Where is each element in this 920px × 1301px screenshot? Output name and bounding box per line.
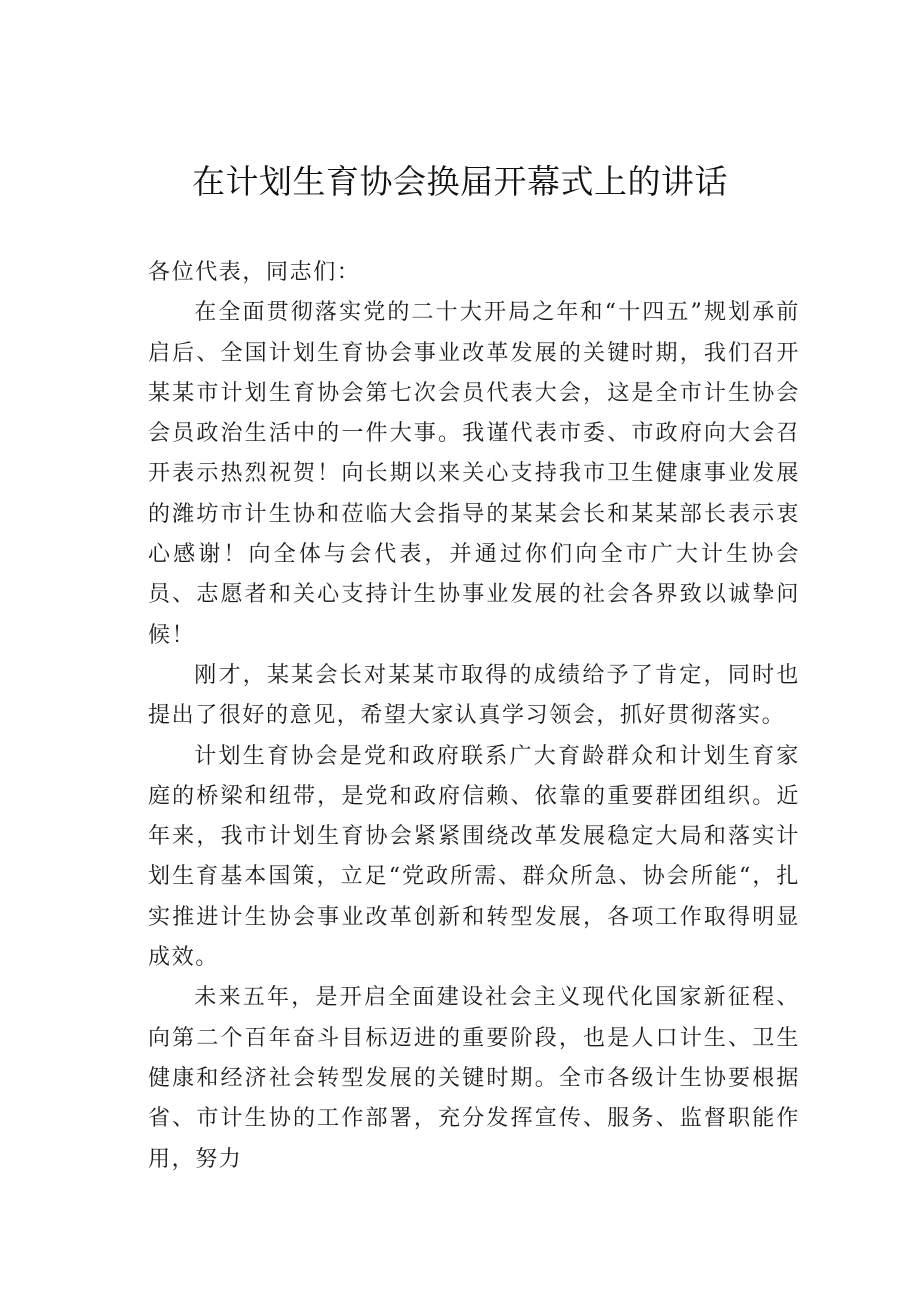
salutation: 各位代表，同志们： xyxy=(148,260,361,285)
document-title: 在计划生育协会换届开幕式上的讲话 xyxy=(192,162,728,201)
paragraph-4: 未来五年，是开启全面建设社会主义现代化国家新征程、向第二个百年奋斗目标迈进的重要阶段，也是人口计生、卫生健康和经济社会转型发展的关键时期。全市各级计生协要根据省、市计生协的工作部署，充分发挥宣传、服务、监督职能作用，努力 xyxy=(148,985,800,1172)
document-body xyxy=(148,253,800,1180)
paragraph-3: 计划生育协会是党和政府联系广大育龄群众和计划生育家庭的桥梁和纽带，是党和政府信赖、依靠的重要群团组织。近年来，我市计划生育协会紧紧围绕改革发展稳定大局和落实计划生育基本国策，立足“党政所需、群众所急、协会所能“，扎实推进计生协会事业改革创新和转型发展，各项工作取得明显成效。 xyxy=(148,743,800,971)
paragraph-2: 刚才，某某会长对某某市取得的成绩给予了肯定，同时也提出了很好的意见，希望大家认真学习领会，抓好贯彻落实。 xyxy=(148,662,800,729)
paragraph-1: 在全面贯彻落实党的二十大开局之年和“十四五”规划承前启后、全国计划生育协会事业改革发展的关键时期，我们召开某某市计划生育协会第七次会员代表大会，这是全市计生协会会员政治生活中的一件大事。我谨代表市委、市政府向大会召开表示热烈祝贺！向长期以来关心支持我市卫生健康事业发展的潍坊市计生协和莅临大会指导的某某会长和某某部长表示衷心感谢！向全体与会代表，并通过你们向全市广大计生协会员、志愿者和关心支持计生协事业发展的社会各界致以诚挚问候！ xyxy=(148,300,800,648)
